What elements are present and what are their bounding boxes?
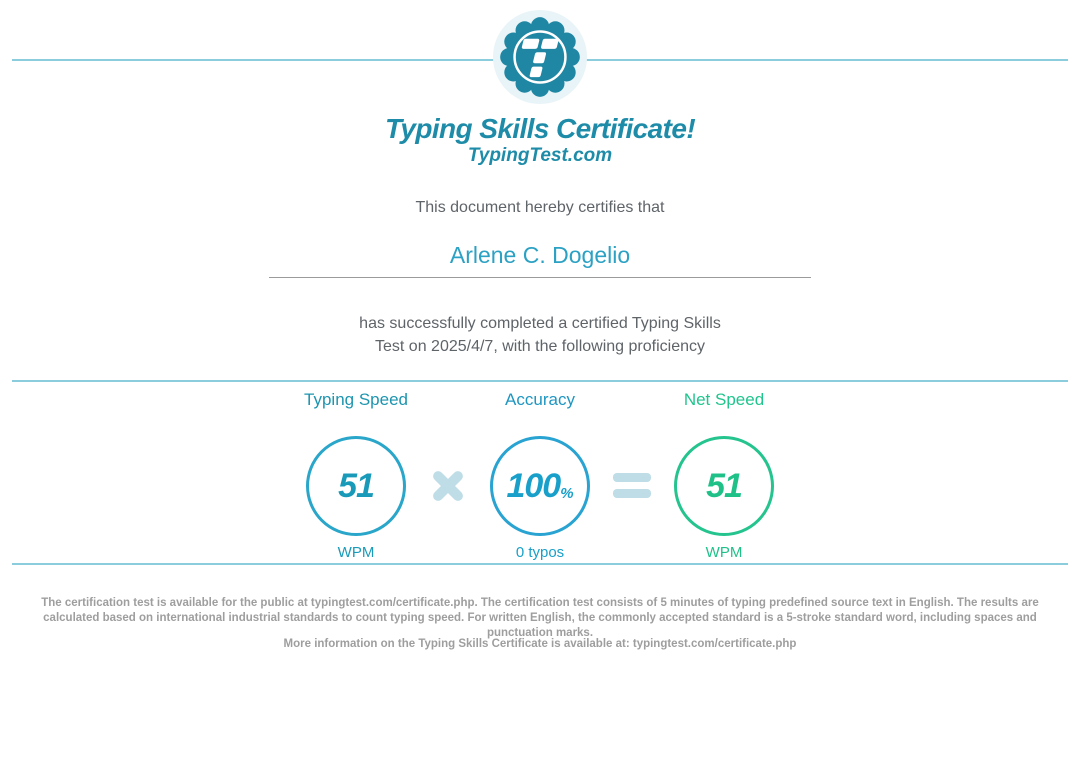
- stat-label: Accuracy: [505, 390, 575, 409]
- completion-text: [0, 312, 1080, 358]
- typingtest-logo: [492, 9, 588, 105]
- multiply-icon: [426, 468, 470, 504]
- completion-line-1: has successfully completed a certified Typing Skills: [359, 315, 721, 332]
- percent-sign: %: [560, 484, 574, 502]
- stat-circle: [306, 436, 406, 536]
- completion-line-2: Test on 2025/4/7, with the following proficiency: [375, 338, 705, 355]
- equals-bar: [613, 473, 651, 482]
- stat-typing-speed: [286, 390, 426, 561]
- stat-unit: 0 typos: [515, 544, 565, 561]
- certifies-text: This document hereby certifies that: [415, 199, 665, 216]
- stat-accuracy: [470, 390, 610, 561]
- stat-value: 51: [338, 467, 374, 505]
- footer-more-info: More information on the Typing Skills Certificate is available at: typingtest.com/certificate.php: [283, 638, 797, 650]
- stats-row: [0, 390, 1080, 561]
- stat-circle: [490, 436, 590, 536]
- stat-label: Typing Speed: [304, 390, 408, 409]
- seal-badge-icon: [492, 9, 588, 105]
- footer-description: The certification test is available for the public at typingtest.com/certificate.php. The certification test consists of 5 minutes of typing predefined source text in English. The results are calculated based on international industrial standards to count typing speed. For written English, the commonly accepted standard is a 5-stroke standard word, including spaces and punctuation marks.: [41, 597, 1039, 639]
- name-underline: [269, 277, 811, 278]
- stat-value: 51: [706, 467, 742, 505]
- divider-bottom: [12, 563, 1068, 565]
- equals-bar: [613, 489, 651, 498]
- stat-circle: [674, 436, 774, 536]
- stat-net-speed: [654, 390, 794, 561]
- equals-icon: [610, 468, 654, 504]
- stat-unit: WPM: [705, 544, 743, 561]
- divider-middle: [12, 380, 1068, 382]
- stat-label: Net Speed: [683, 390, 765, 409]
- stat-value: 100: [506, 467, 561, 505]
- recipient-name: Arlene C. Dogelio: [449, 242, 631, 268]
- stat-unit: WPM: [337, 544, 375, 561]
- certificate-title: Typing Skills Certificate!: [384, 113, 696, 144]
- site-name: TypingTest.com: [467, 145, 613, 166]
